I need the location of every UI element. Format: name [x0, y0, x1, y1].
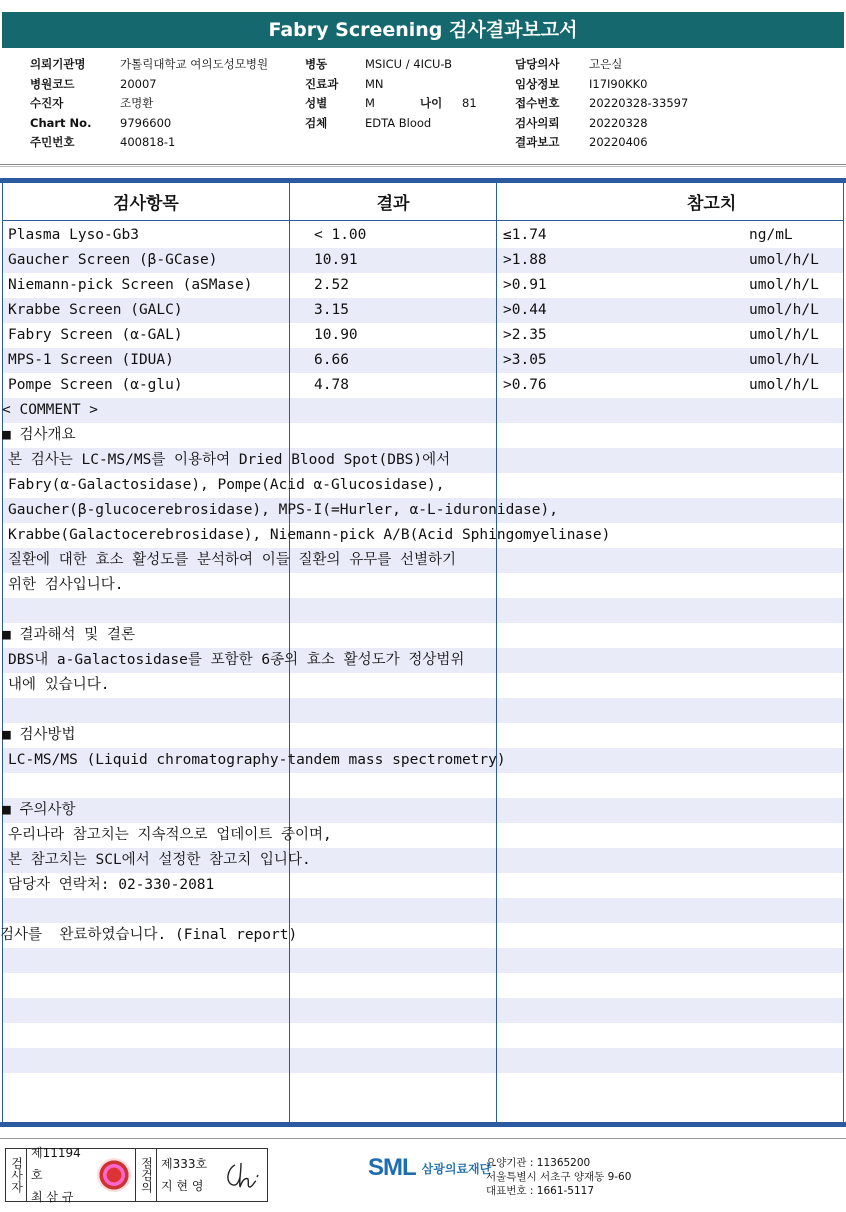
overview-line-2: Fabry(α-Galactosidase), Pompe(Acid α-Glucosidase),	[8, 477, 445, 493]
company-logo	[368, 1154, 491, 1182]
contact-line: 담당자 연락처: 02-330-2081	[8, 877, 215, 893]
interpretation-line-1: DBS내 a-Galactosidase를 포함한 6종의 효소 활성도가 정상범위	[8, 652, 465, 668]
label-institution: 의뢰기관명	[30, 57, 86, 71]
overview-line-6: 위한 검사입니다.	[8, 577, 124, 593]
label-resident-no: 주민번호	[30, 135, 75, 149]
overview-line-4: Krabbe(Galactocerebrosidase), Niemann-pick A/B(Acid Sphingomyelinase)	[8, 527, 611, 543]
institution-code: 요양기관 : 11365200	[486, 1157, 591, 1169]
label-hospital-code: 병원코드	[30, 76, 75, 91]
signature-box	[5, 1148, 268, 1202]
label-request-date: 검사의뢰	[515, 115, 560, 130]
header-row-divider	[2, 220, 844, 221]
label-department: 진료과	[305, 76, 339, 91]
reference-value: >0.44	[503, 302, 547, 318]
company-address	[486, 1156, 631, 1198]
result-item: Niemann-pick Screen (aSMase)	[8, 277, 253, 293]
value-request-date: 20220328	[589, 115, 648, 130]
unit: umol/h/L	[749, 352, 819, 368]
overview-line-5: 질환에 대한 효소 활성도를 분석하여 이들 질환의 유무를 선별하기	[8, 552, 457, 568]
unit: umol/h/L	[749, 252, 819, 268]
value-institution: 가톨릭대학교 여의도성모병원	[120, 57, 269, 71]
value-receipt-no: 20220328-33597	[589, 96, 689, 110]
overview-line-3: Gaucher(β-glucocerebrosidase), MPS-I(=Hurler, α-L-iduronidase),	[8, 502, 558, 518]
label-receipt-no: 접수번호	[515, 96, 560, 110]
reference-value: >0.76	[503, 377, 547, 393]
caution-line-2: 본 참고치는 SCL에서 설정한 참고치 입니다.	[8, 852, 311, 868]
result-value: 10.90	[314, 327, 358, 343]
unit: ng/mL	[749, 227, 793, 243]
unit: umol/h/L	[749, 327, 819, 343]
value-resident-no: 400818-1	[120, 135, 176, 149]
header-col3	[515, 55, 688, 153]
value-patient: 조명환	[120, 96, 154, 110]
final-report-line: 검사를 완료하였습니다. (Final report)	[0, 927, 298, 943]
unit: umol/h/L	[749, 302, 819, 318]
company-name: 삼광의료재단	[421, 1161, 492, 1176]
method-line: LC-MS/MS (Liquid chromatography-tandem mass spectrometry)	[8, 752, 506, 768]
value-chart-no: 9796600	[120, 115, 172, 130]
result-value: < 1.00	[314, 227, 367, 243]
unit: umol/h/L	[749, 277, 819, 293]
label-patient: 수진자	[30, 96, 64, 110]
footer-divider	[0, 1138, 846, 1139]
phone-number: 대표번호 : 1661-5117	[486, 1185, 595, 1197]
section-method-title: ■ 검사방법	[2, 727, 76, 743]
label-report-date: 결과보고	[515, 135, 560, 149]
value-sex: M	[365, 96, 375, 110]
reference-value: >1.88	[503, 252, 547, 268]
reference-value: >2.35	[503, 327, 547, 343]
header-col2	[305, 55, 477, 133]
caution-line-1: 우리나라 참고치는 지속적으로 업데이트 중이며,	[8, 827, 332, 843]
column-header-item: 검사항목	[113, 194, 179, 214]
reviewer-license-no: 제333호	[161, 1157, 208, 1171]
official-seal-icon	[97, 1158, 131, 1192]
value-department: MN	[365, 76, 384, 91]
address-line: 서울특별시 서초구 양재동 9-60	[486, 1171, 632, 1183]
result-item: Gaucher Screen (β-GCase)	[8, 252, 218, 268]
label-sex: 성별	[305, 96, 328, 110]
column-header-result: 결과	[376, 194, 410, 214]
result-item: MPS-1 Screen (IDUA)	[8, 352, 174, 368]
signature-icon	[221, 1155, 265, 1195]
section-overview-title: ■ 검사개요	[2, 427, 76, 443]
header-divider-2	[0, 166, 846, 167]
report-title: Fabry Screening 검사결과보고서	[2, 12, 844, 48]
table-bottom-border	[0, 1122, 846, 1127]
result-value: 3.15	[314, 302, 349, 318]
reviewer-name: 지 현 영	[161, 1179, 204, 1193]
reviewer-label: 점검의	[135, 1149, 157, 1201]
label-doctor: 담당의사	[515, 57, 560, 71]
result-value: 4.78	[314, 377, 349, 393]
result-value: 2.52	[314, 277, 349, 293]
label-ward: 병동	[305, 57, 328, 71]
result-value: 6.66	[314, 352, 349, 368]
inspector-license-no: 제11194호	[31, 1146, 81, 1182]
value-specimen: EDTA Blood	[365, 115, 432, 130]
label-chart-no: Chart No.	[30, 115, 92, 130]
value-age: 81	[462, 96, 477, 110]
value-hospital-code: 20007	[120, 76, 157, 91]
section-interpretation-title: ■ 결과해석 및 결론	[2, 627, 135, 643]
comment-heading: < COMMENT >	[2, 402, 99, 418]
inspector-name: 최 삼 규	[31, 1190, 74, 1204]
section-caution-title: ■ 주의사항	[2, 802, 76, 818]
value-doctor: 고은실	[589, 57, 623, 71]
column-header-reference: 참고치	[687, 194, 737, 214]
result-value: 10.91	[314, 252, 358, 268]
value-ward: MSICU / 4ICU-B	[365, 57, 453, 71]
label-clinical-info: 임상정보	[515, 76, 560, 91]
reference-value: >3.05	[503, 352, 547, 368]
label-age: 나이	[420, 96, 443, 110]
result-item: Krabbe Screen (GALC)	[8, 302, 183, 318]
label-specimen: 검체	[305, 115, 328, 130]
value-clinical-info: I17I90KK0	[589, 76, 648, 91]
column-divider-2	[496, 183, 497, 1123]
header-col1	[30, 55, 268, 153]
result-item: Pompe Screen (α-glu)	[8, 377, 183, 393]
result-item: Fabry Screen (α-GAL)	[8, 327, 183, 343]
reference-value: >0.91	[503, 277, 547, 293]
interpretation-line-2: 내에 있습니다.	[8, 677, 110, 693]
reference-value: ≤1.74	[503, 227, 547, 243]
inspector-label: 검사자	[6, 1149, 27, 1201]
sml-logo-icon: SML	[368, 1154, 416, 1181]
result-item: Plasma Lyso-Gb3	[8, 227, 139, 243]
header-divider	[0, 164, 846, 165]
value-report-date: 20220406	[589, 135, 648, 149]
overview-line-1: 본 검사는 LC-MS/MS를 이용하여 Dried Blood Spot(DBS)에서	[8, 452, 451, 468]
unit: umol/h/L	[749, 377, 819, 393]
